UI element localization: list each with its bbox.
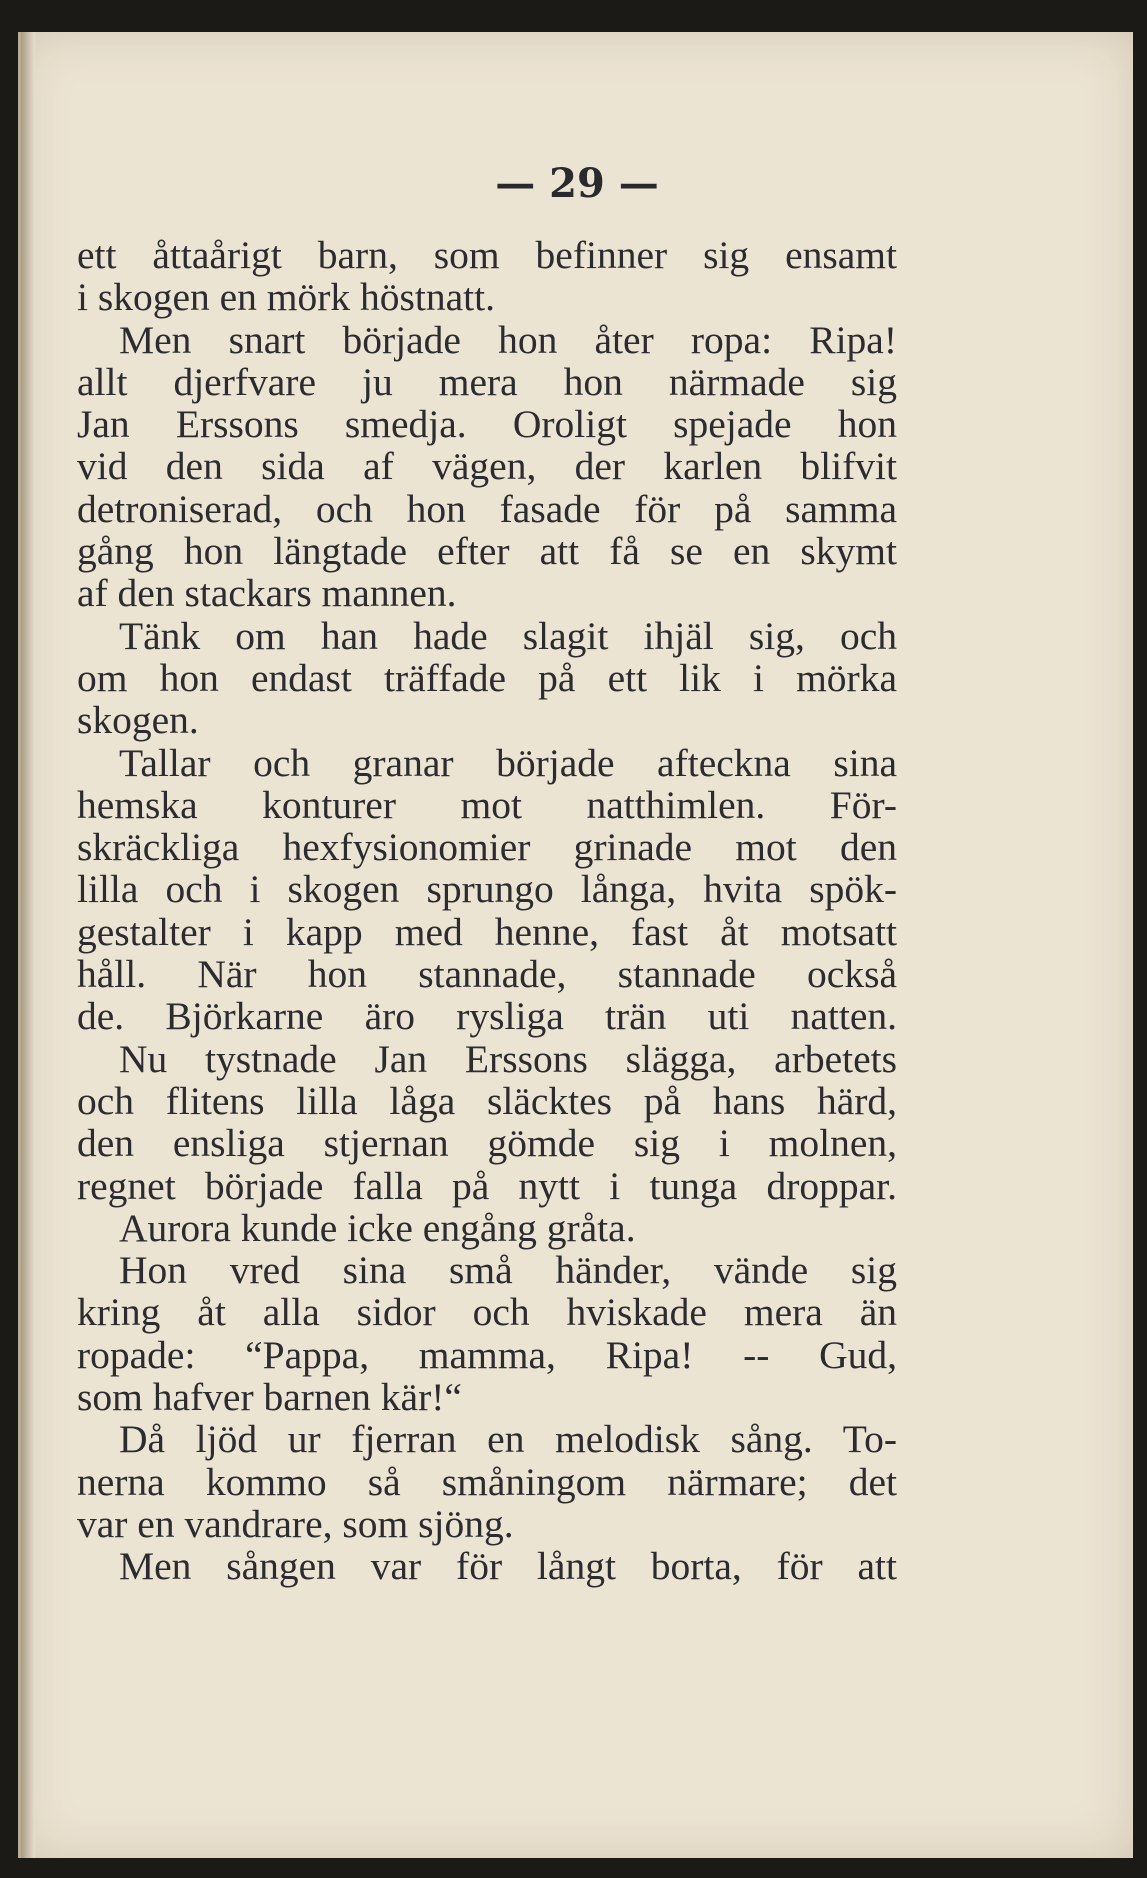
text-line: Då ljöd ur fjerran en melodisk sång. To- [119,1417,897,1462]
text-line: ett åttaårigt barn, som befinner sig ensamt [77,233,897,277]
text-line: håll. När hon stannade, stannade också [77,952,897,997]
text-line: skogen. [77,698,199,743]
text-line: Jan Erssons smedja. Oroligt spejade hon [77,402,897,447]
text-line: gestalter i kapp med henne, fast åt motsatt [77,909,897,954]
text-line: allt djerfvare ju mera hon närmade sig [77,359,897,404]
text-line: af den stackars mannen. [77,571,457,616]
text-line: skräckliga hexfysionomier grinade mot den [77,825,897,870]
text-line: detroniserad, och hon fasade för på samma [77,486,897,531]
text-line: ropade: “Pappa, mamma, Ripa! -- Gud, [77,1332,897,1377]
text-line: lilla och i skogen sprungo långa, hvita spök- [77,867,897,912]
text-line: Nu tystnade Jan Erssons slägga, arbetets [119,1036,897,1081]
text-line: den ensliga stjernan gömde sig i molnen, [77,1121,897,1166]
text-line: var en vandrare, som sjöng. [77,1501,514,1546]
text-line: Men snart började hon åter ropa: Ripa! [119,317,897,362]
text-line: de. Björkarne äro rysliga trän uti natten. [77,994,897,1039]
text-line: nerna kommo så småningom närmare; det [77,1459,897,1504]
book-page [18,32,1133,1858]
text-line: Tallar och granar började afteckna sina [119,740,897,785]
text-line: som hafver barnen kär!“ [77,1375,462,1420]
text-line: och flitens lilla låga släcktes på hans härd, [77,1078,897,1123]
text-line: gång hon längtade efter att få se en skymt [77,529,897,574]
text-line: vid den sida af vägen, der karlen blifvit [77,444,897,489]
text-line: Hon vred sina små händer, vände sig [119,1248,897,1293]
body-text [77,234,897,1588]
page-gutter [21,32,35,1858]
text-line: regnet började falla på nytt i tunga droppar. [77,1163,897,1208]
text-line: Men sången var för långt borta, för att [119,1544,897,1589]
text-line: Tänk om han hade slagit ihjäl sig, och [119,613,897,658]
page-number: — 29 — [495,160,659,207]
text-line: om hon endast träffade på ett lik i mörka [77,655,897,700]
text-line: kring åt alla sidor och hviskade mera än [77,1290,897,1335]
text-line: Aurora kunde icke engång gråta. [119,1205,636,1250]
text-line: i skogen en mörk höstnatt. [77,275,495,320]
text-line: hemska konturer mot natthimlen. För- [77,782,897,827]
